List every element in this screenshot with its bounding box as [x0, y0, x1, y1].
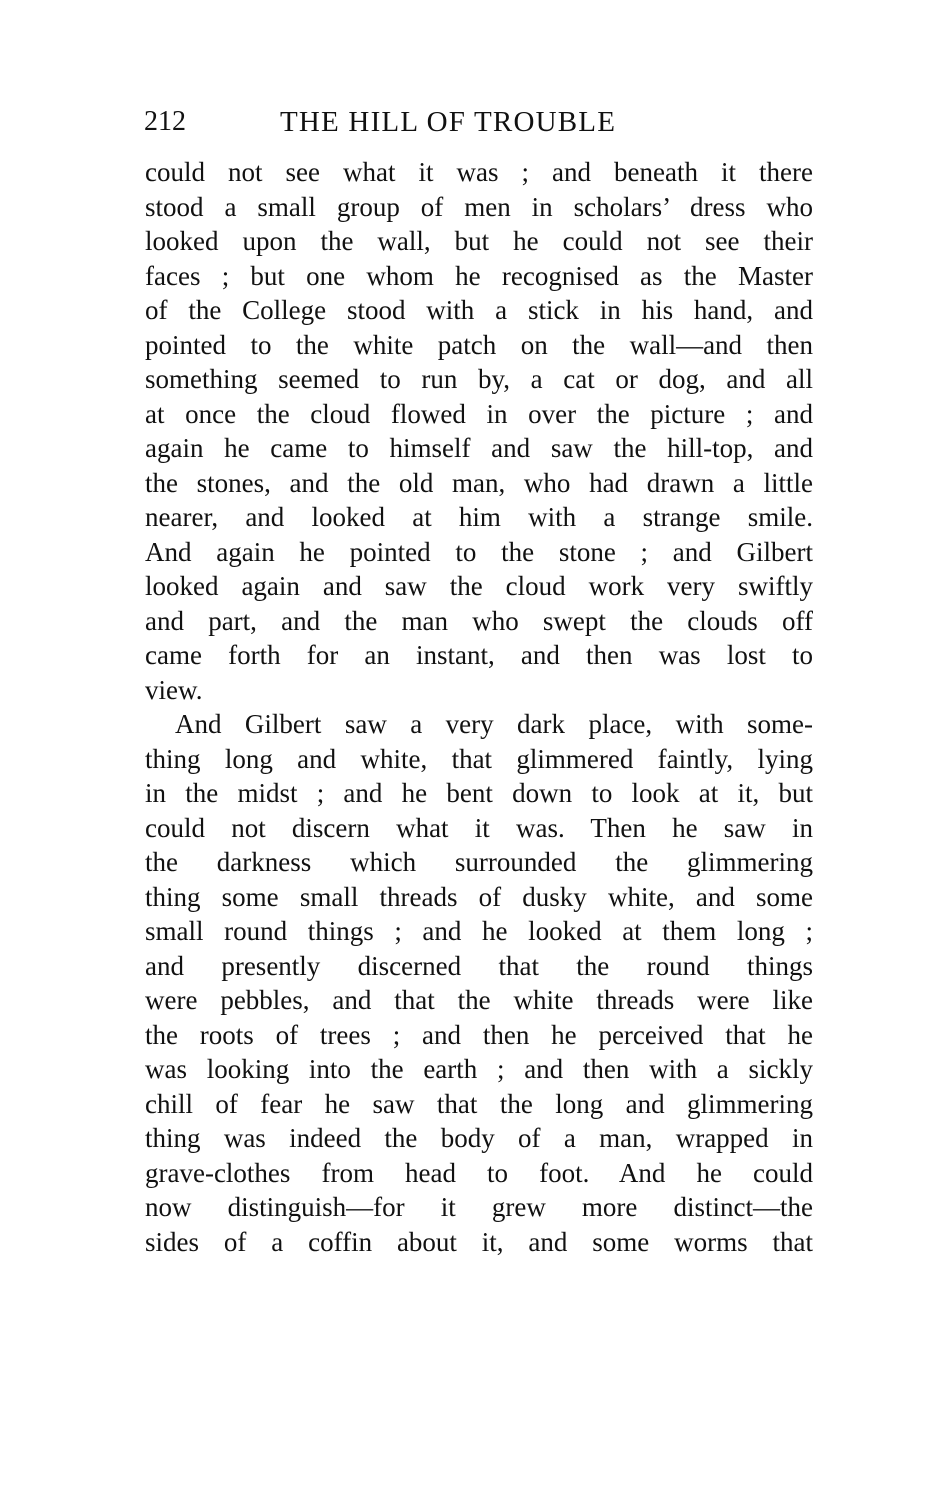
text-line: the stones, and the old man, who had drawn a little	[145, 467, 813, 498]
paragraph-2	[145, 707, 813, 1259]
text-line: grave-clothes from head to foot. And he could	[145, 1157, 813, 1188]
body-text	[145, 155, 813, 1259]
text-line: chill of fear he saw that the long and glimmering	[145, 1088, 813, 1119]
text-line: thing some small threads of dusky white, and some	[145, 881, 813, 912]
paragraph-1	[145, 155, 813, 707]
text-line: could not see what it was ; and beneath it there	[145, 157, 813, 187]
text-line: thing was indeed the body of a man, wrapped in	[145, 1123, 813, 1153]
text-line: sides of a coffin about it, and some worms that	[145, 1226, 813, 1257]
text-line: the roots of trees ; and then he perceived that he	[145, 1019, 813, 1050]
text-line: nearer, and looked at him with a strange smile.	[145, 502, 813, 532]
page-number: 212	[144, 106, 186, 137]
text-line: looked upon the wall, but he could not see their	[145, 226, 813, 256]
text-line: looked again and saw the cloud work very swiftly	[145, 571, 813, 601]
text-line: view.	[145, 674, 203, 705]
text-line: came forth for an instant, and then was lost to	[145, 640, 813, 670]
running-head	[144, 100, 814, 144]
text-line: And again he pointed to the stone ; and Gilbert	[145, 536, 813, 567]
text-line: now distinguish—for it grew more distinct—the	[145, 1192, 813, 1222]
text-line: was looking into the earth ; and then with a sickly	[145, 1054, 813, 1084]
text-line: stood a small group of men in scholars’ dress who	[145, 191, 813, 222]
text-line: small round things ; and he looked at them long ;	[145, 916, 813, 946]
text-line: of the College stood with a stick in his hand, and	[145, 295, 813, 325]
text-line: and part, and the man who swept the clouds off	[145, 605, 813, 636]
text-line: pointed to the white patch on the wall—and then	[145, 329, 813, 360]
text-line: something seemed to run by, a cat or dog, and all	[145, 364, 813, 394]
running-title: THE HILL OF TROUBLE	[280, 106, 617, 138]
text-line: thing long and white, that glimmered faintly, lying	[145, 743, 813, 774]
text-line: in the midst ; and he bent down to look at it, but	[145, 778, 813, 808]
text-line: the darkness which surrounded the glimmering	[145, 847, 813, 877]
text-line: faces ; but one whom he recognised as the Master	[145, 260, 813, 291]
text-line: could not discern what it was. Then he saw in	[145, 812, 813, 843]
text-line: again he came to himself and saw the hill-top, and	[145, 433, 813, 463]
text-line: were pebbles, and that the white threads were like	[145, 985, 813, 1015]
text-line: at once the cloud flowed in over the picture ; and	[145, 398, 813, 429]
text-line: And Gilbert saw a very dark place, with some-	[175, 709, 813, 739]
text-line: and presently discerned that the round things	[145, 950, 813, 981]
